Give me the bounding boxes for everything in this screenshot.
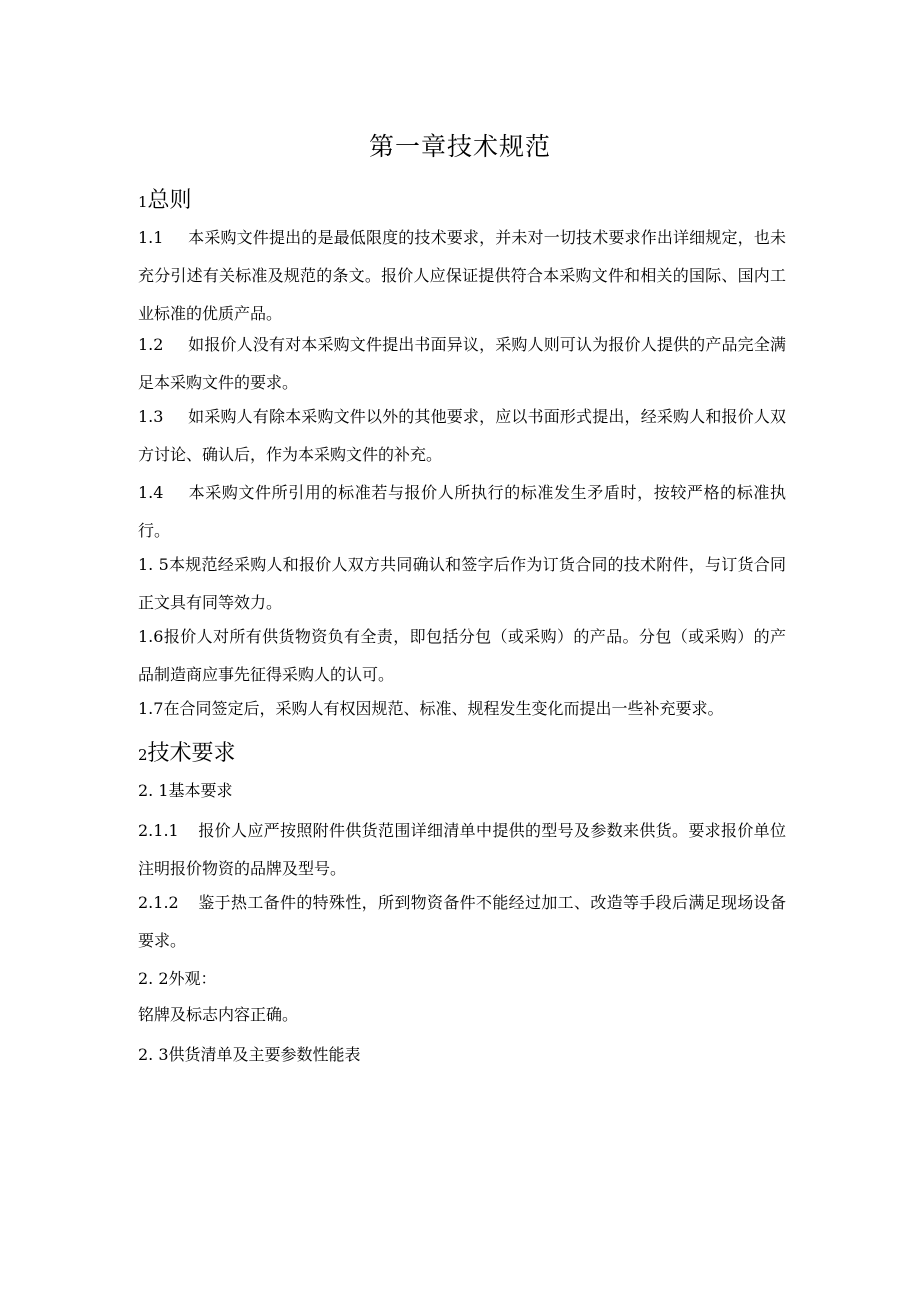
clause-number: 2.1.2 [138, 893, 179, 912]
paragraph-1-5: 1. 5本规范经采购人和报价人双方共同确认和签字后作为订货合同的技术附件，与订货合同正文具有同等效力。 [138, 555, 786, 612]
clause-text: 本采购文件所引用的标准若与报价人所执行的标准发生矛盾时，按较严格的标准执行。 [138, 483, 786, 540]
paragraph-1-3 [138, 398, 786, 474]
paragraph-2-2-body: 铭牌及标志内容正确。 [138, 1005, 299, 1024]
clause-text: 报价人应严按照附件供货范围详细清单中提供的型号及参数来供货。要求报价单位注明报价物资的品牌及型号。 [138, 821, 786, 878]
clause-number: 1.3 [138, 407, 164, 426]
clause-text: 如采购人有除本采购文件以外的其他要求，应以书面形式提出，经采购人和报价人双方讨论、确认后，作为本采购文件的补充。 [138, 407, 786, 464]
section-number: 2 [138, 746, 148, 764]
clause-number: 2.1.1 [138, 821, 179, 840]
paragraph-1-7: 1.7在合同签定后，采购人有权因规范、标准、规程发生变化而提出一些补充要求。 [138, 699, 724, 718]
clause-text: 如报价人没有对本采购文件提出书面异议，采购人则可认为报价人提供的产品完全满足本采购文件的要求。 [138, 335, 786, 392]
paragraph-1-2 [138, 326, 786, 402]
section-title: 总则 [147, 188, 192, 213]
paragraph-1-1 [138, 219, 786, 333]
section-title: 技术要求 [147, 741, 236, 766]
subsection-2-2: 2. 2外观： [138, 969, 217, 988]
subsection-2-3: 2. 3供货清单及主要参数性能表 [138, 1045, 361, 1064]
clause-text: 鉴于热工备件的特殊性，所到物资备件不能经过加工、改造等手段后满足现场设备要求。 [138, 893, 786, 950]
paragraph-2-1-2 [138, 884, 786, 960]
clause-text: 本采购文件提出的是最低限度的技术要求，并未对一切技术要求作出详细规定，也未充分引述有关标准及规范的条文。报价人应保证提供符合本采购文件和相关的国际、国内工业标准的优质产品。 [138, 228, 786, 323]
clause-number: 1.1 [138, 228, 164, 247]
clause-number: 1.2 [138, 335, 164, 354]
section-number: 1 [138, 193, 148, 211]
paragraph-2-1-1 [138, 812, 786, 888]
section-heading-technical [138, 737, 236, 772]
paragraph-1-4 [138, 474, 786, 550]
paragraph-1-6: 1.6报价人对所有供货物资负有全责，即包括分包（或采购）的产品。分包（或采购）的产品制造商应事先征得采购人的认可。 [138, 627, 786, 684]
clause-number: 1.4 [138, 483, 164, 502]
page-title: 第一章技术规范 [368, 132, 551, 161]
subsection-2-1: 2. 1基本要求 [138, 781, 233, 800]
section-heading-general [138, 184, 192, 219]
